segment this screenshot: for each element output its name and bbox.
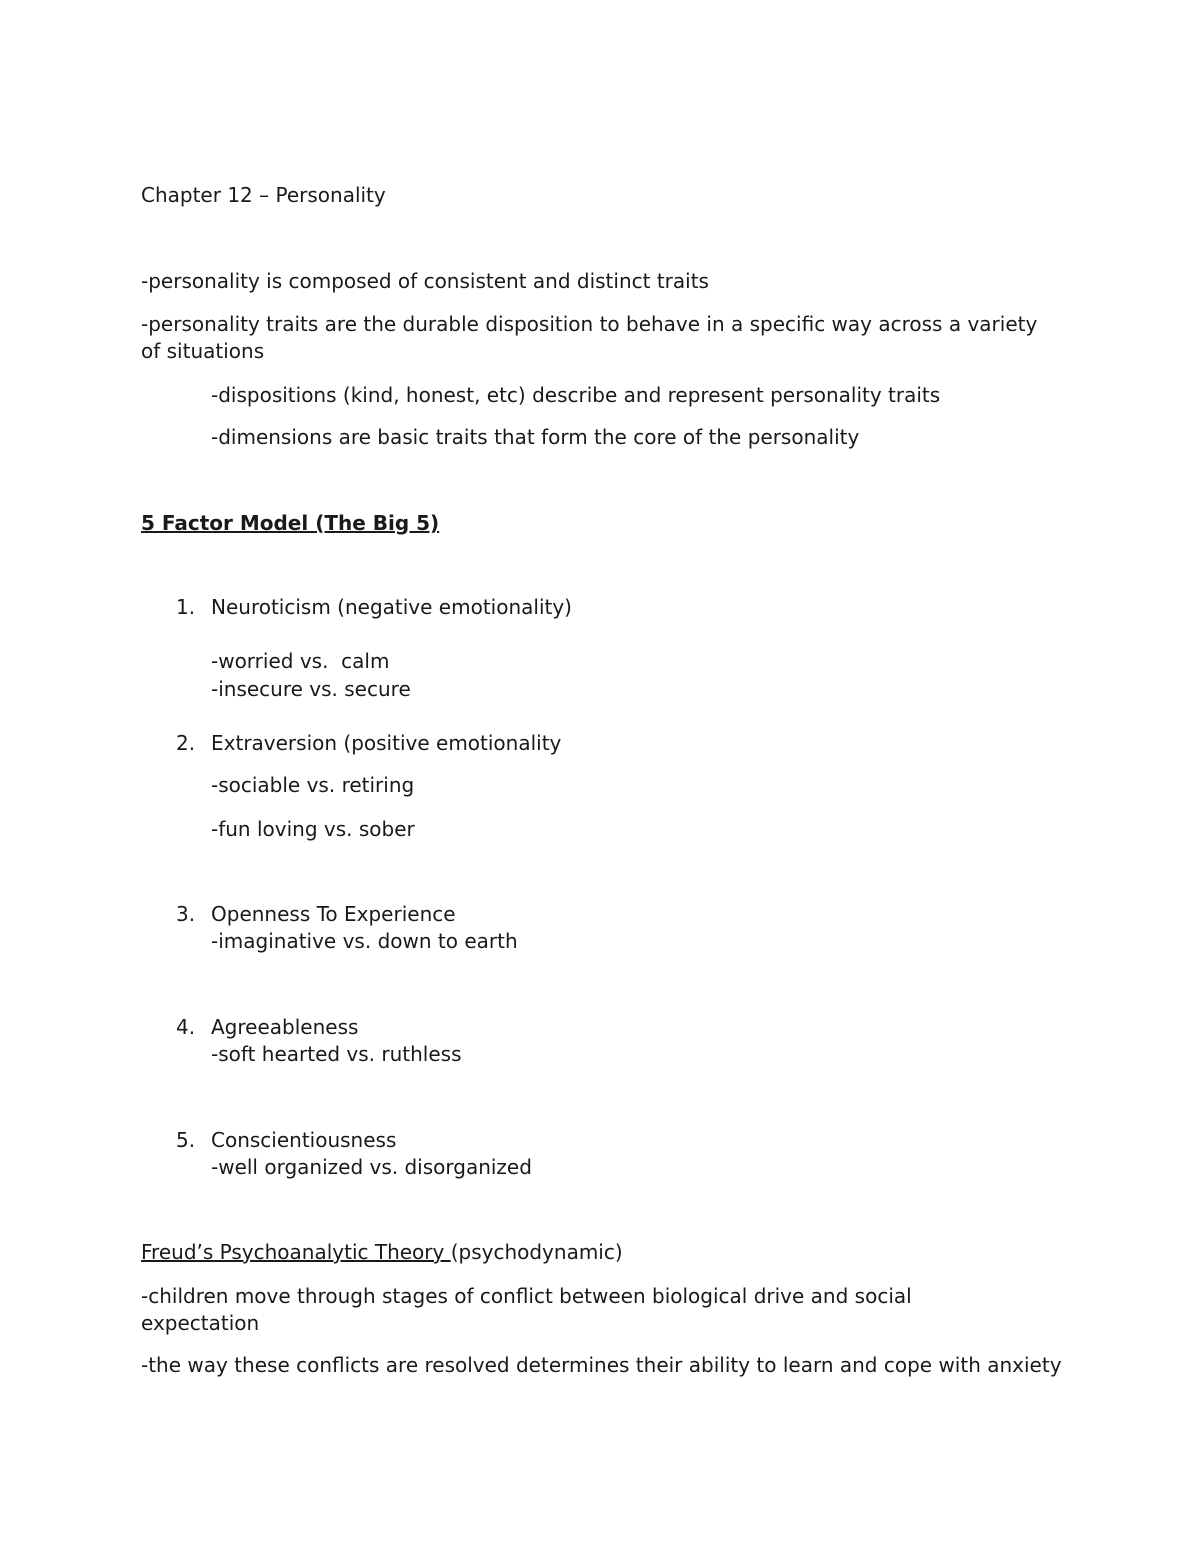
intro-point: -personality is composed of consistent and distinct traits	[141, 269, 709, 293]
freud-heading-title: Freud’s Psychoanalytic Theory	[141, 1240, 451, 1264]
freud-point: -the way these conflicts are resolved determines their ability to learn and cope with anxiety	[141, 1353, 1062, 1377]
list-number: 5.	[176, 1128, 196, 1152]
list-number: 3.	[176, 902, 196, 926]
factor-name: Openness To Experience	[211, 902, 456, 926]
big5-heading: 5 Factor Model (The Big 5)	[141, 511, 440, 535]
factor-name: Conscientiousness	[211, 1128, 397, 1152]
factor-trait: -imaginative vs. down to earth	[211, 929, 518, 953]
document-title: Chapter 12 – Personality	[141, 183, 386, 207]
freud-point: -children move through stages of conflict between biological drive and social expectation	[141, 1284, 912, 1335]
factor-trait: -insecure vs. secure	[211, 677, 411, 701]
factor-trait: -soft hearted vs. ruthless	[211, 1042, 462, 1066]
freud-heading	[141, 1239, 623, 1266]
intro-subpoint: -dimensions are basic traits that form the core of the personality	[211, 425, 860, 449]
list-number: 1.	[176, 595, 196, 619]
factor-name: Agreeableness	[211, 1015, 359, 1039]
intro-point: -personality traits are the durable disposition to behave in a specific way across a variety of situations	[141, 312, 1038, 363]
factor-name: Neuroticism (negative emotionality)	[211, 595, 572, 619]
factor-trait: -fun loving vs. sober	[211, 817, 415, 841]
intro-subpoint: -dispositions (kind, honest, etc) describe and represent personality traits	[211, 383, 941, 407]
factor-trait: -sociable vs. retiring	[211, 773, 415, 797]
freud-heading-note: (psychodynamic)	[450, 1240, 623, 1264]
list-number: 4.	[176, 1015, 196, 1039]
factor-name: Extraversion (positive emotionality	[211, 731, 562, 755]
factor-trait: -worried vs. calm	[211, 649, 390, 673]
list-number: 2.	[176, 731, 196, 755]
factor-trait: -well organized vs. disorganized	[211, 1155, 532, 1179]
